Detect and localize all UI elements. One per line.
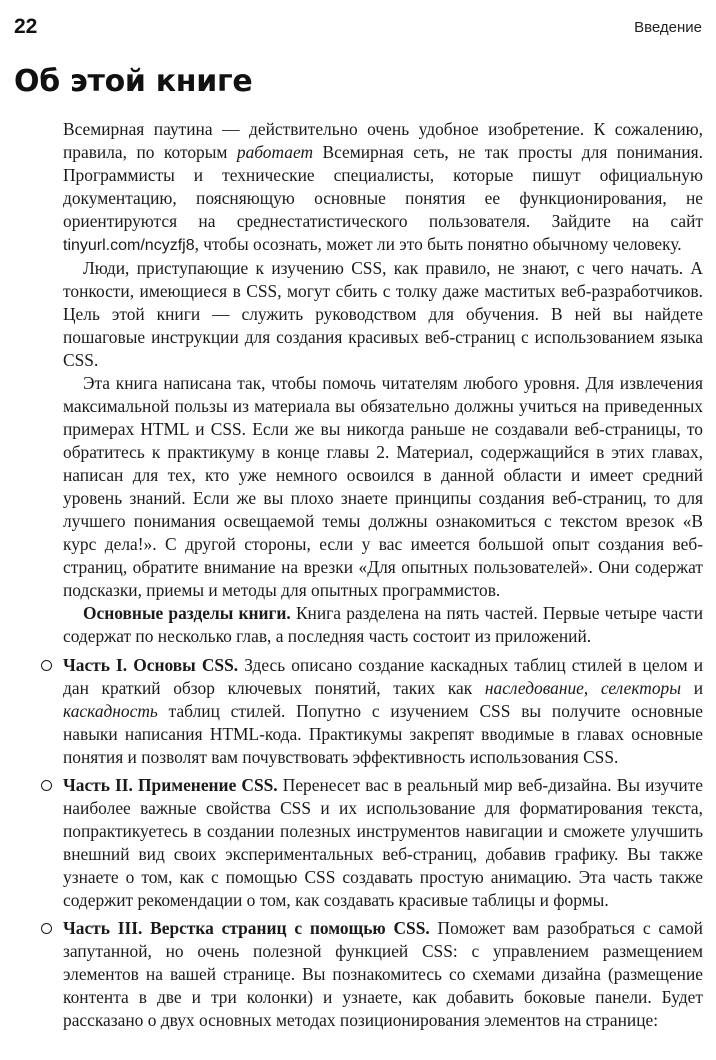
paragraph-3: Эта книга написана так, чтобы помочь читателям любого уровня. Для извлечения максимальной пользы из материала вы обязательно должны учиться на приведенных примерах HTML и CSS. Если же вы никогда раньше не создавали веб-страницы, то обратитесь к практикуму в конце главы 2. Материал, содержащийся в этих главах, написан для тех, кто уже немного освоился в данной области и имеет средний уровень знаний. Если же вы плохо знаете принципы создания веб-страниц, то для лучшего понимания освещаемой темы должны ознакомиться с текстом врезок «В курс дела!». С другой стороны, если у вас имеется большой опыт создания веб-страниц, обратите внимание на врезки «Для опытных пользователей». Они содержат подсказки, приемы и методы для опытных программистов.: [63, 373, 703, 600]
part1-text-b: ,: [583, 678, 601, 698]
part2-lead: Часть II. Применение CSS.: [63, 775, 278, 795]
paragraph-2: Люди, приступающие к изучению CSS, как правило, не знают, с чего начать. А тонкости, имеющиеся в CSS, могут сбить с толку даже маститых веб-разработчиков. Цель этой книги — служить руководством для обучения. В ней вы найдете пошаговые инструкции для создания красивых веб-страниц с использованием языка CSS.: [63, 258, 703, 370]
list-item-part-1: [63, 654, 703, 769]
part3-text: Поможет вам разобраться с самой запутанной, но очень полезной функцией CSS: с управлением размещением элементов на вашей странице. Вы познакомитесь со схемами дизайна (размещение контента в две и три колонки) и узнаете, как добавить боковые панели. Будет рассказано о двух основных методах позиционирования элементов на странице:: [63, 918, 703, 1030]
url-link[interactable]: tinyurl.com/ncyzfj8: [63, 237, 195, 254]
p1-emphasis: работает: [236, 142, 314, 162]
part1-em-selectors: селекторы: [600, 678, 682, 698]
part3-lead: Часть III. Верстка страниц с помощью CSS.: [63, 918, 430, 938]
circle-bullet-icon: [41, 780, 52, 791]
page-header: [14, 12, 702, 42]
list-item-part-3: [63, 917, 703, 1032]
body-text: [63, 118, 703, 1037]
section-title: Об этой книге: [14, 64, 253, 99]
part1-text-a: Здесь описано создание каскадных таблиц стилей в целом и дан краткий обзор ключевых понятий, таких как: [63, 655, 703, 698]
p1-text-c: , чтобы осознать, может ли это быть понятно обычному человеку.: [194, 234, 682, 254]
part1-text-c: и: [681, 678, 703, 698]
running-title: Введение: [634, 18, 702, 36]
sections-lead: Основные разделы книги.: [83, 603, 291, 623]
part1-em-cascade: каскадность: [63, 701, 158, 721]
parts-list: [63, 654, 703, 1032]
circle-bullet-icon: [41, 923, 52, 934]
paragraph-intro: [63, 118, 703, 257]
paragraph-sections: [63, 602, 703, 648]
part1-lead: Часть I. Основы CSS.: [63, 655, 239, 675]
page-number: 22: [14, 15, 38, 38]
p1-text-a: Всемирная паутина — действительно очень удобное изобретение. К сожалению, правила, по которым: [63, 119, 703, 162]
list-item-part-2: [63, 774, 703, 912]
part2-text: Перенесет вас в реальный мир веб-дизайна. Вы изучите наиболее важные свойства CSS и их использование для форматирования текста, попрактикуетесь в создании полезных инструментов навигации и сможете улучшить внешний вид своих экспериментальных веб-страниц, добавив графику. Вы также узнаете о том, как с помощью CSS создавать простую анимацию. Эта часть также содержит рекомендации о том, как создавать красивые таблицы и формы.: [63, 775, 704, 910]
sections-text: Книга разделена на пять частей. Первые четыре части содержат по несколько глав, а последняя часть состоит из приложений.: [63, 603, 703, 646]
p1-text-b: Всемирная сеть, не так просты для понимания. Программисты и технические специалисты, которые пишут официальную документацию, поясняющую основные понятия ее функционирования, не ориентируются на среднестатистического пользователя. Зайдите на сайт: [63, 142, 703, 231]
circle-bullet-icon: [41, 660, 52, 671]
part1-text-d: таблиц стилей. Попутно с изучением CSS вы получите основные навыки написания HTML-кода. Практикумы закрепят вводимые в главах основные понятия и позволят вам почувствовать эффективность использования CSS.: [63, 701, 703, 767]
part1-em-inheritance: наследование: [484, 678, 584, 698]
